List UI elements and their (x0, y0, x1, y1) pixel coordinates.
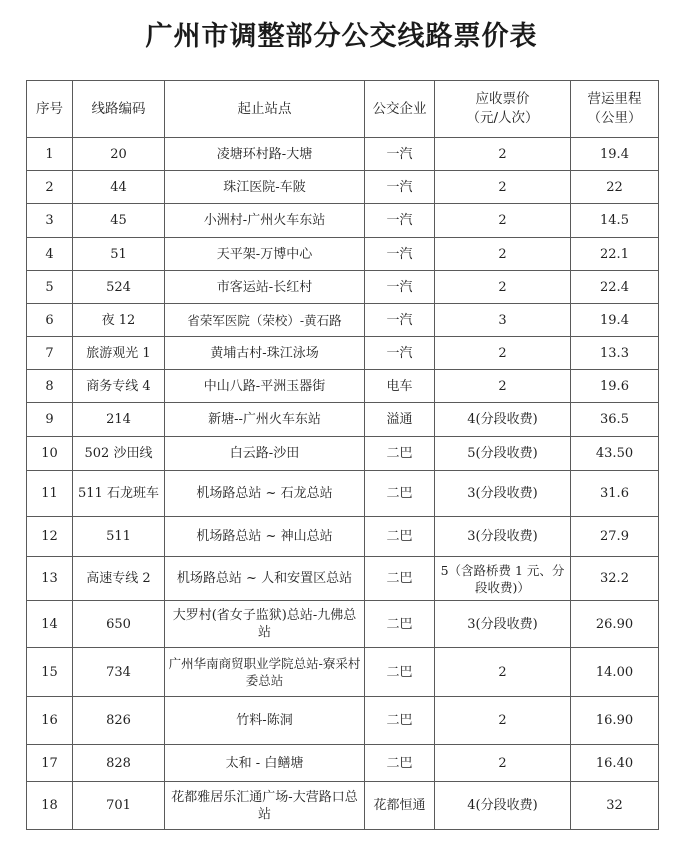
cell-company: 一汽 (365, 138, 435, 171)
header-no: 序号 (27, 81, 73, 138)
cell-fare: 2 (435, 204, 571, 238)
header-distance-line1: 营运里程 (587, 91, 642, 107)
cell-route-code: 高速专线 2 (73, 557, 165, 601)
cell-distance: 19.4 (571, 304, 659, 337)
cell-stops: 中山八路-平洲玉器街 (165, 370, 365, 403)
cell-route-code: 44 (73, 171, 165, 204)
cell-fare: 2 (435, 271, 571, 304)
cell-company: 二巴 (365, 517, 435, 557)
header-distance (571, 81, 659, 138)
cell-distance: 32 (571, 782, 659, 830)
cell-company: 二巴 (365, 697, 435, 745)
cell-distance: 22.4 (571, 271, 659, 304)
table-header-row (27, 81, 659, 138)
cell-company: 花都恒通 (365, 782, 435, 830)
cell-distance: 16.40 (571, 745, 659, 782)
cell-distance: 22.1 (571, 238, 659, 271)
cell-company: 二巴 (365, 471, 435, 517)
cell-company: 溢通 (365, 403, 435, 437)
cell-stops: 广州华南商贸职业学院总站-寮采村委总站 (165, 648, 365, 697)
cell-distance: 13.3 (571, 337, 659, 370)
cell-distance: 22 (571, 171, 659, 204)
page-title: 广州市调整部分公交线路票价表 (145, 21, 538, 52)
cell-route-code: 828 (73, 745, 165, 782)
cell-route-code: 734 (73, 648, 165, 697)
header-distance-line2: （公里） (587, 110, 642, 126)
cell-no: 13 (27, 557, 73, 601)
cell-fare: 2 (435, 337, 571, 370)
cell-route-code: 20 (73, 138, 165, 171)
cell-distance: 32.2 (571, 557, 659, 601)
table-row (27, 437, 659, 471)
table-row (27, 517, 659, 557)
cell-no: 3 (27, 204, 73, 238)
cell-stops: 省荣军医院（荣校）-黄石路 (165, 304, 365, 337)
cell-fare: 2 (435, 138, 571, 171)
cell-distance: 36.5 (571, 403, 659, 437)
header-stops: 起止站点 (165, 81, 365, 138)
cell-distance: 19.6 (571, 370, 659, 403)
cell-distance: 26.90 (571, 601, 659, 648)
cell-no: 18 (27, 782, 73, 830)
cell-no: 4 (27, 238, 73, 271)
cell-fare: 2 (435, 238, 571, 271)
table-row (27, 138, 659, 171)
table-row (27, 238, 659, 271)
cell-fare: 2 (435, 648, 571, 697)
cell-fare: 5(分段收费) (435, 437, 571, 471)
cell-route-code: 旅游观光 1 (73, 337, 165, 370)
cell-route-code: 502 沙田线 (73, 437, 165, 471)
cell-no: 17 (27, 745, 73, 782)
cell-company: 二巴 (365, 745, 435, 782)
cell-fare: 3(分段收费) (435, 517, 571, 557)
cell-fare: 4(分段收费) (435, 782, 571, 830)
cell-route-code: 826 (73, 697, 165, 745)
table-row (27, 745, 659, 782)
cell-distance: 19.4 (571, 138, 659, 171)
cell-route-code: 511 石龙班车 (73, 471, 165, 517)
cell-stops: 竹料-陈洞 (165, 697, 365, 745)
cell-company: 一汽 (365, 337, 435, 370)
cell-route-code: 511 (73, 517, 165, 557)
cell-stops: 天平架-万博中心 (165, 238, 365, 271)
cell-distance: 14.5 (571, 204, 659, 238)
cell-stops: 新塘--广州火车东站 (165, 403, 365, 437)
header-company: 公交企业 (365, 81, 435, 138)
header-fare (435, 81, 571, 138)
cell-no: 10 (27, 437, 73, 471)
cell-route-code: 45 (73, 204, 165, 238)
cell-company: 一汽 (365, 304, 435, 337)
cell-no: 6 (27, 304, 73, 337)
cell-fare: 3(分段收费) (435, 601, 571, 648)
cell-distance: 43.50 (571, 437, 659, 471)
table-row (27, 337, 659, 370)
cell-no: 11 (27, 471, 73, 517)
cell-stops: 太和 - 白鳝塘 (165, 745, 365, 782)
cell-stops: 黄埔古村-珠江泳场 (165, 337, 365, 370)
cell-distance: 27.9 (571, 517, 659, 557)
cell-fare: 2 (435, 370, 571, 403)
table-row (27, 204, 659, 238)
cell-distance: 14.00 (571, 648, 659, 697)
cell-no: 2 (27, 171, 73, 204)
cell-stops: 白云路-沙田 (165, 437, 365, 471)
cell-company: 二巴 (365, 437, 435, 471)
cell-route-code: 214 (73, 403, 165, 437)
cell-stops: 珠江医院-车陂 (165, 171, 365, 204)
cell-no: 16 (27, 697, 73, 745)
cell-company: 二巴 (365, 601, 435, 648)
table-row (27, 304, 659, 337)
cell-fare: 2 (435, 697, 571, 745)
cell-no: 9 (27, 403, 73, 437)
table-row (27, 601, 659, 648)
cell-fare: 3(分段收费) (435, 471, 571, 517)
table-row (27, 557, 659, 601)
header-fare-line1: 应收票价 (475, 91, 530, 107)
fare-table (26, 80, 659, 830)
cell-stops: 凌塘环村路-大塘 (165, 138, 365, 171)
cell-no: 5 (27, 271, 73, 304)
cell-stops: 机场路总站 ~ 石龙总站 (165, 471, 365, 517)
cell-no: 8 (27, 370, 73, 403)
header-fare-line2: （元/人次） (466, 110, 539, 126)
cell-fare: 2 (435, 745, 571, 782)
cell-route-code: 51 (73, 238, 165, 271)
cell-company: 二巴 (365, 557, 435, 601)
cell-no: 14 (27, 601, 73, 648)
table-row (27, 403, 659, 437)
cell-no: 7 (27, 337, 73, 370)
cell-fare: 5（含路桥费 1 元、分段收费)） (435, 557, 571, 601)
cell-fare: 2 (435, 171, 571, 204)
cell-distance: 16.90 (571, 697, 659, 745)
table-row (27, 471, 659, 517)
cell-distance: 31.6 (571, 471, 659, 517)
cell-route-code: 650 (73, 601, 165, 648)
cell-stops: 大罗村(省女子监狱)总站-九佛总站 (165, 601, 365, 648)
cell-company: 一汽 (365, 204, 435, 238)
cell-company: 一汽 (365, 238, 435, 271)
cell-stops: 机场路总站 ~ 神山总站 (165, 517, 365, 557)
cell-stops: 机场路总站 ~ 人和安置区总站 (165, 557, 365, 601)
cell-company: 一汽 (365, 171, 435, 204)
cell-stops: 市客运站-长红村 (165, 271, 365, 304)
cell-company: 电车 (365, 370, 435, 403)
cell-fare: 3 (435, 304, 571, 337)
cell-company: 一汽 (365, 271, 435, 304)
cell-stops: 小洲村-广州火车东站 (165, 204, 365, 238)
cell-route-code: 701 (73, 782, 165, 830)
cell-fare: 4(分段收费) (435, 403, 571, 437)
cell-company: 二巴 (365, 648, 435, 697)
cell-route-code: 524 (73, 271, 165, 304)
cell-no: 12 (27, 517, 73, 557)
header-route-code: 线路编码 (73, 81, 165, 138)
table-row (27, 370, 659, 403)
table-row (27, 271, 659, 304)
cell-stops: 花都雅居乐汇通广场-大营路口总站 (165, 782, 365, 830)
table-row (27, 697, 659, 745)
table-row (27, 648, 659, 697)
cell-no: 15 (27, 648, 73, 697)
cell-route-code: 商务专线 4 (73, 370, 165, 403)
cell-route-code: 夜 12 (73, 304, 165, 337)
table-row (27, 171, 659, 204)
cell-no: 1 (27, 138, 73, 171)
table-row (27, 782, 659, 830)
